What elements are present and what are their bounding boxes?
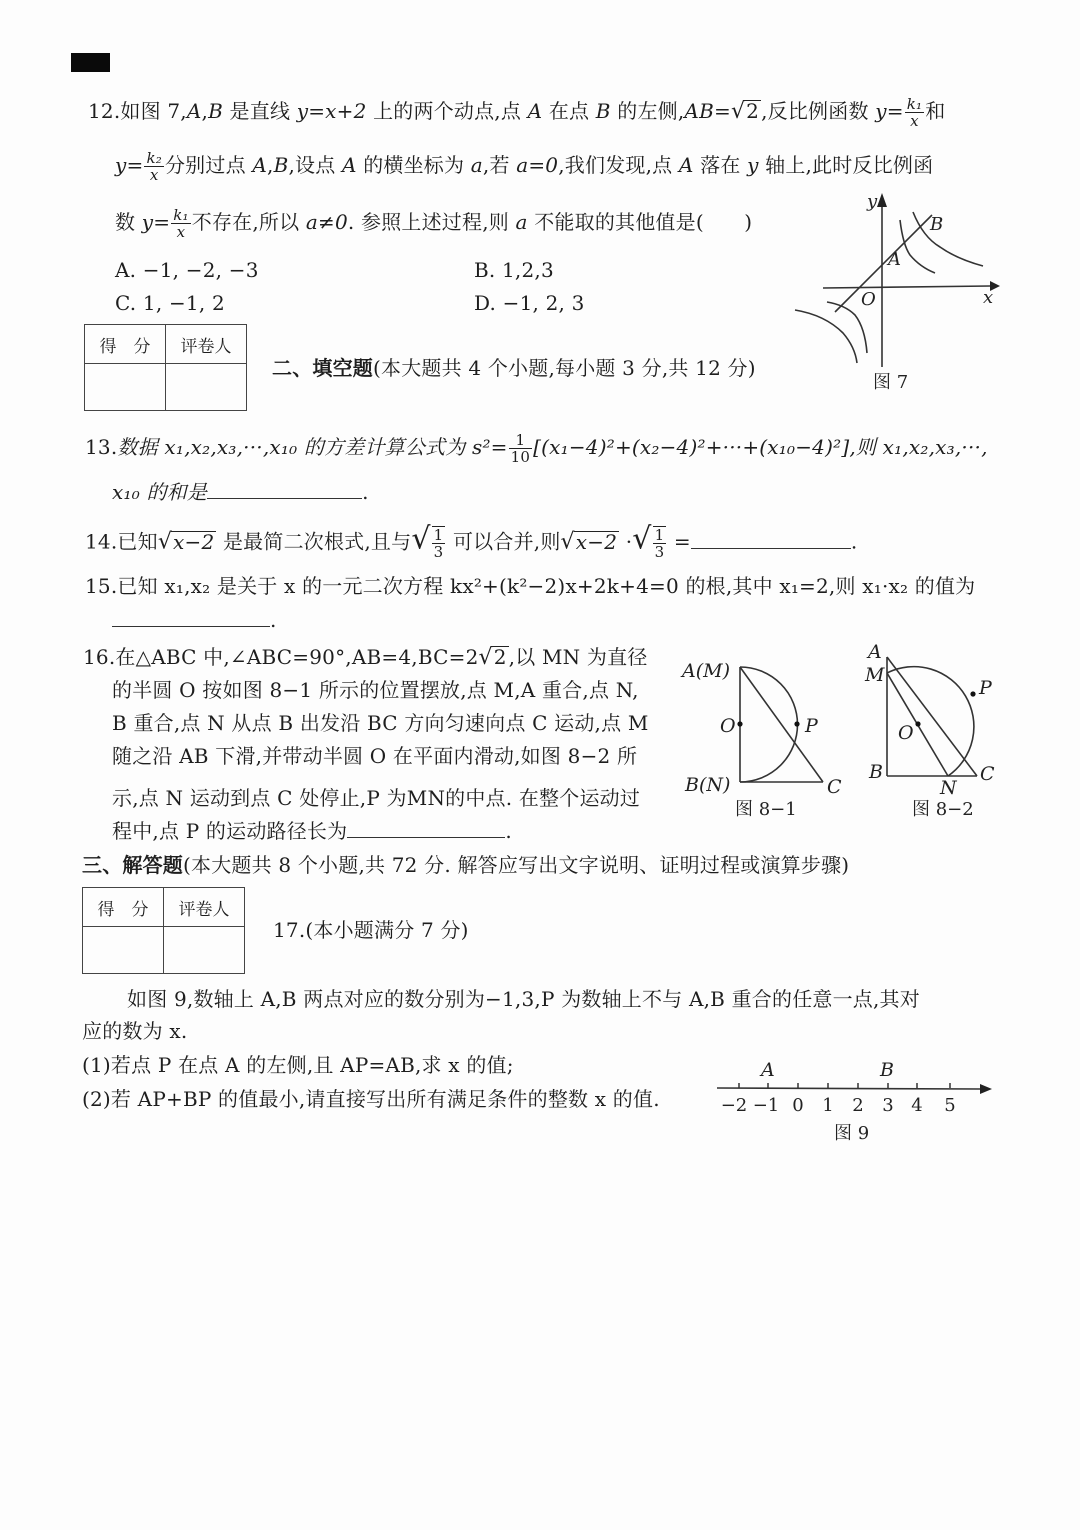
numerator: k₂ — [146, 149, 162, 167]
text: a=0 — [516, 153, 559, 177]
radicand: 2 — [493, 645, 507, 669]
text: 上的两个动点,点 — [366, 99, 528, 123]
fraction-k1-over-x — [171, 207, 191, 240]
figure-caption: 图 7 — [873, 372, 909, 393]
hyperbola-k2-branch-1 — [913, 212, 983, 266]
tick-label: 3 — [882, 1095, 894, 1116]
text: 分别过点 — [164, 153, 253, 177]
text: 在点 — [542, 99, 596, 123]
q16-line1 — [83, 645, 648, 670]
q12-line3 — [115, 207, 752, 240]
text: 不能取的其他值是( ) — [527, 210, 753, 234]
q17-header: 17.(本小题满分 7 分) — [273, 918, 469, 942]
score-header: 得 分 — [85, 325, 166, 364]
q16-line6 — [112, 819, 512, 843]
question-number: 15. — [85, 574, 118, 598]
numerator: 1 — [654, 526, 665, 544]
sqrt-sign: √ — [560, 529, 575, 555]
equation: y=x+2 — [296, 99, 367, 123]
q16-line5: 示,点 N 运动到点 C 处停止,P 为MN的中点. 在整个运动过 — [112, 786, 641, 810]
question-number: 14. — [85, 529, 118, 554]
label-o: O — [898, 722, 914, 744]
point-a-label: A — [761, 1059, 775, 1081]
center-point-o — [737, 721, 742, 726]
figure-8-2-triangle-semicircle — [860, 640, 1010, 825]
label-c: C — [980, 763, 995, 785]
tick-label: 5 — [944, 1095, 956, 1116]
score-table — [84, 324, 247, 411]
denominator: 3 — [654, 543, 665, 561]
text: a≠0 — [305, 210, 348, 234]
text: . — [362, 480, 369, 504]
q16-line4: 随之沿 AB 下滑,并带动半圆 O 在平面内滑动,如图 8−2 所 — [112, 744, 638, 768]
text: 是最简二次根式,且与 — [216, 529, 412, 554]
denominator: x — [910, 112, 919, 130]
sqrt-sign: √ — [478, 645, 493, 670]
text: . — [270, 608, 277, 632]
sqrt-sign: √ — [632, 521, 652, 557]
tick-label: 0 — [792, 1095, 804, 1116]
text: A — [341, 153, 357, 177]
tick-label: 1 — [822, 1095, 834, 1116]
text: ,我们发现,点 — [558, 153, 679, 177]
text: 数据 x₁,x₂,x₃,···,x₁₀ 的方差计算公式为 s²= — [117, 435, 508, 459]
center-point-o — [915, 721, 920, 726]
text: 是直线 — [223, 99, 297, 123]
point-b-label: B — [930, 214, 944, 235]
label-m: M — [865, 664, 885, 686]
text: . — [850, 529, 858, 554]
x-axis — [823, 286, 990, 288]
redaction-mark — [71, 53, 110, 72]
label-b: B — [869, 761, 883, 783]
point-b-label: B — [880, 1059, 894, 1081]
q13-line1 — [85, 432, 988, 465]
text: 的左侧, — [610, 99, 685, 123]
score-table — [82, 887, 245, 974]
answer-blank[interactable] — [691, 548, 851, 549]
q17-part2: (2)若 AP+BP 的值最小,请直接写出所有满足条件的整数 x 的值. — [82, 1087, 660, 1111]
text: B — [273, 153, 289, 177]
grader-header: 评卷人 — [164, 888, 245, 927]
text: . 参照上述过程,则 — [347, 210, 516, 234]
q15-line1 — [85, 574, 975, 598]
denominator: 10 — [510, 448, 531, 466]
q16-line2: 的半圆 O 按如图 8−1 所示的位置摆放,点 M,A 重合,点 N, — [112, 678, 639, 702]
text: , — [267, 153, 274, 177]
tick-label: 2 — [852, 1095, 864, 1116]
text: 如图 7, — [120, 99, 187, 123]
label-n: N — [940, 777, 957, 799]
question-number: 12. — [88, 99, 121, 123]
text: y= — [115, 153, 144, 177]
text: ,以 MN 为直径 — [508, 645, 648, 669]
text: 数 — [115, 210, 142, 234]
numerator: 1 — [433, 526, 444, 544]
point-p — [794, 721, 799, 726]
text: 不存在,所以 — [191, 210, 306, 234]
text: AB — [684, 99, 714, 123]
text: [(x₁−4)²+(x₂−4)²+···+(x₁₀−4)²],则 x₁,x₂,x₃,···, — [533, 435, 988, 459]
q12-option-d: D. −1, 2, 3 — [474, 291, 585, 315]
text: 轴上,此时反比例函 — [758, 153, 934, 177]
text: x₁₀ 的和是 — [112, 480, 208, 504]
q17-part1: (1)若点 P 在点 A 的左侧,且 AP=AB,求 x 的值; — [82, 1053, 514, 1077]
text: 已知 x₁,x₂ 是关于 x 的一元二次方程 kx²+(k²−2)x+2k+4=0 的根,其中 x₁=2,则 x₁·x₂ 的值为 — [117, 574, 976, 598]
section-2-heading — [272, 356, 756, 380]
text: = — [667, 529, 691, 554]
denominator: x — [149, 166, 159, 184]
figure-9-number-line — [712, 1055, 1002, 1150]
text: 可以合并,则 — [446, 529, 561, 554]
tick-label: −1 — [752, 1095, 780, 1116]
x-label: x — [983, 287, 994, 308]
q17-intro-line1: 如图 9,数轴上 A,B 两点对应的数分别为−1,3,P 为数轴上不与 A,B 重合的任意一点,其对 — [127, 987, 920, 1011]
grader-cell[interactable] — [166, 364, 247, 411]
q13-line2 — [112, 480, 369, 504]
label-o: O — [720, 715, 736, 737]
figure-8-1-triangle-semicircle — [680, 645, 850, 825]
hyperbola-k2-branch-2 — [795, 310, 857, 363]
label-p: P — [979, 677, 992, 699]
label-p: P — [805, 715, 818, 737]
label-a-m: A(M) — [682, 660, 731, 682]
origin-label: O — [861, 289, 876, 310]
label-b-n: B(N) — [685, 774, 731, 796]
radicand: 2 — [746, 99, 760, 123]
numerator: k₁ — [906, 95, 923, 113]
section-note: (本大题共 4 个小题,每小题 3 分,共 12 分) — [373, 356, 756, 380]
q12-line2 — [115, 150, 933, 183]
fraction-1-over-3 — [653, 526, 667, 560]
sqrt-sign: √ — [730, 99, 746, 124]
fraction-k1-over-x — [905, 96, 925, 129]
sqrt-sign: √ — [411, 521, 431, 557]
tick-label: 4 — [911, 1095, 923, 1116]
arrow-icon — [980, 1084, 992, 1094]
q14-line — [85, 521, 858, 561]
q12-option-a: A. −1, −2, −3 — [115, 258, 259, 282]
fraction-k2-over-x — [144, 150, 164, 183]
text: 的横坐标为 — [356, 153, 471, 177]
answer-blank[interactable] — [347, 837, 505, 838]
text: a — [515, 210, 528, 234]
grader-header: 评卷人 — [166, 325, 247, 364]
text: A — [678, 153, 694, 177]
figure-caption: 图 8−1 — [735, 799, 797, 820]
radicand: x−2 — [575, 529, 618, 554]
answer-blank[interactable] — [112, 626, 270, 627]
text: y= — [875, 99, 904, 123]
y-axis-arrow-icon — [877, 193, 887, 207]
text: · — [619, 529, 633, 554]
text: B — [595, 99, 611, 123]
text: 已知 — [117, 529, 158, 554]
figure-caption: 图 8−2 — [912, 799, 974, 820]
question-number: 16. — [83, 645, 116, 669]
text: B — [208, 99, 223, 123]
fraction-1-over-10 — [509, 432, 533, 465]
text: y= — [141, 210, 171, 234]
q15-line2 — [112, 608, 277, 632]
q17-intro-line2: 应的数为 x. — [82, 1019, 188, 1043]
text: A — [186, 99, 202, 123]
answer-blank[interactable] — [207, 498, 362, 499]
score-header: 得 分 — [83, 888, 164, 927]
section-note: (本大题共 8 个小题,共 72 分. 解答应写出文字说明、证明过程或演算步骤) — [183, 853, 850, 877]
denominator: 3 — [433, 543, 444, 561]
text: ,若 — [482, 153, 517, 177]
score-cell[interactable] — [85, 364, 166, 411]
tick-label: −2 — [720, 1095, 748, 1116]
fraction-1-over-3 — [432, 526, 446, 560]
denominator: x — [176, 223, 186, 241]
radicand: x−2 — [173, 529, 215, 554]
text: ,反比例函数 — [761, 99, 876, 123]
figure-7-hyperbola-graph — [785, 185, 1015, 400]
text: 和 — [925, 99, 946, 123]
point-a-label: A — [888, 249, 901, 270]
score-cell[interactable] — [83, 927, 164, 974]
numerator: k₁ — [173, 206, 189, 224]
text: 程中,点 P 的运动路径长为 — [112, 819, 348, 843]
text: . — [505, 819, 512, 843]
text: a — [470, 153, 483, 177]
numerator: 1 — [509, 432, 533, 449]
q12-option-c: C. 1, −1, 2 — [115, 291, 225, 315]
q12-option-b: B. 1,2,3 — [474, 258, 554, 282]
q16-line3: B 重合,点 N 从点 B 出发沿 BC 方向匀速向点 C 运动,点 M — [112, 711, 649, 735]
question-number: 13. — [85, 435, 118, 459]
section-3-heading — [82, 853, 849, 877]
text: A — [252, 153, 267, 177]
sqrt-sign: √ — [157, 529, 173, 555]
label-a: A — [868, 641, 882, 663]
text: = — [713, 99, 731, 123]
section-title: 三、解答题 — [82, 853, 183, 877]
label-c: C — [827, 776, 842, 798]
text: ,设点 — [288, 153, 342, 177]
grader-cell[interactable] — [164, 927, 245, 974]
text: 在△ABC 中,∠ABC=90°,AB=4,BC=2 — [115, 645, 479, 669]
y-label: y — [867, 191, 878, 212]
section-title: 二、填空题 — [272, 356, 373, 380]
text: y — [747, 153, 759, 177]
q12-line1 — [88, 96, 945, 129]
point-p — [970, 691, 975, 696]
figure-caption: 图 9 — [834, 1123, 870, 1144]
text: 落在 — [693, 153, 748, 177]
text: A — [527, 99, 543, 123]
text: , — [201, 99, 209, 123]
